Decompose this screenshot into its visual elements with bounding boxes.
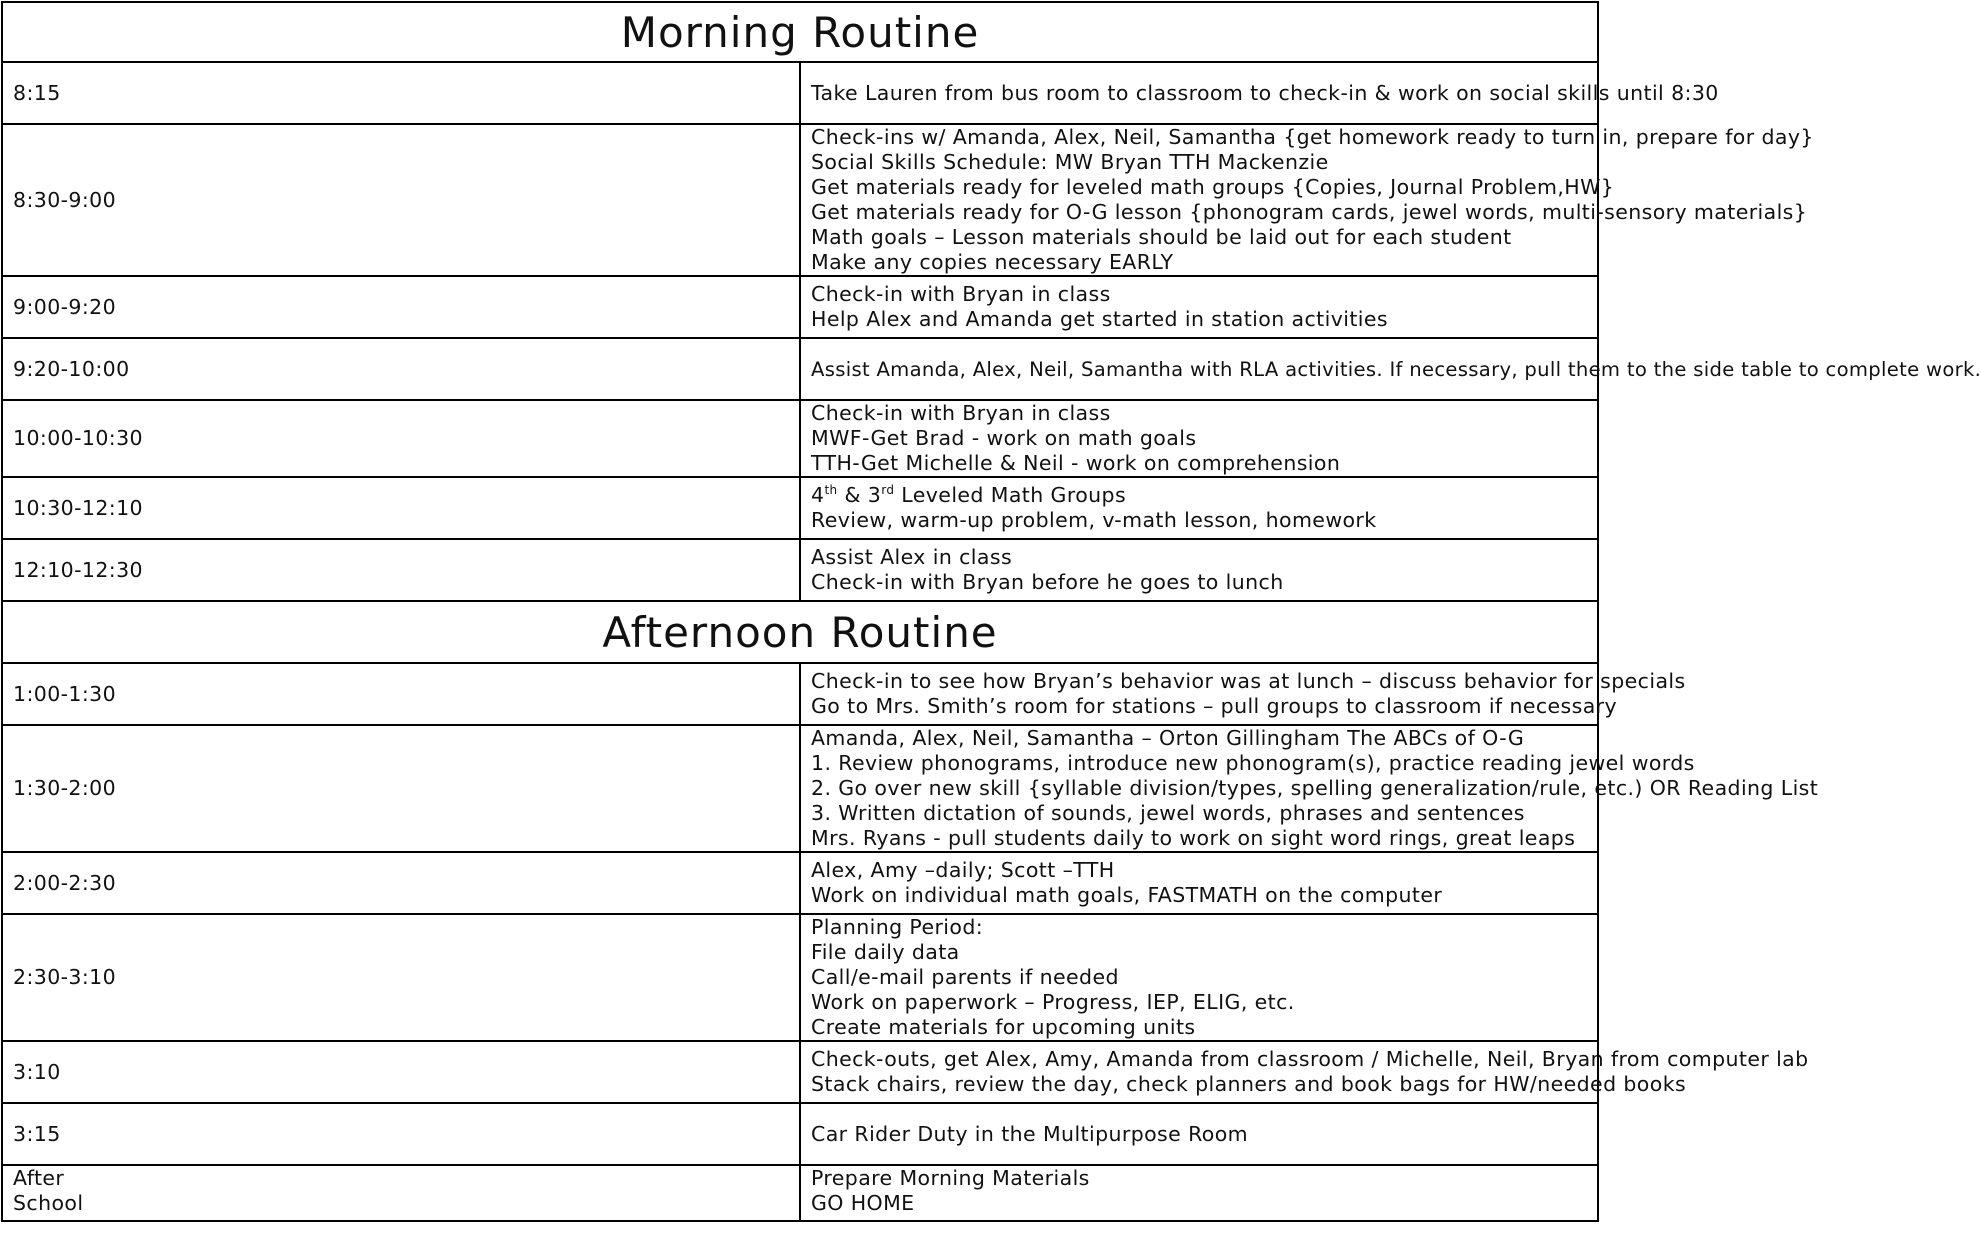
time-cell: 3:10 bbox=[2, 1041, 800, 1103]
task-line: Make any copies necessary EARLY bbox=[811, 250, 1174, 274]
afternoon-routine-title: Afternoon Routine bbox=[2, 601, 1598, 663]
time-cell: 10:30-12:10 bbox=[2, 477, 800, 539]
task-line: 1. Review phonograms, introduce new phonogram(s), practice reading jewel words bbox=[811, 751, 1695, 775]
task-cell bbox=[800, 914, 1598, 1041]
task-line: Take Lauren from bus room to classroom to check-in & work on social skills until 8:30 bbox=[811, 80, 1719, 105]
task-cell bbox=[800, 124, 1814, 276]
schedule-row bbox=[2, 338, 1598, 400]
task-line: Call/e-mail parents if needed bbox=[811, 965, 1119, 989]
task-line: MWF-Get Brad - work on math goals bbox=[811, 426, 1197, 450]
task-line: Help Alex and Amanda get started in station activities bbox=[811, 307, 1388, 331]
task-line: Car Rider Duty in the Multipurpose Room bbox=[811, 1121, 1249, 1146]
time-cell: 2:30-3:10 bbox=[2, 914, 800, 1041]
schedule-row bbox=[2, 725, 1598, 852]
schedule-row bbox=[2, 400, 1598, 477]
task-line bbox=[811, 483, 1587, 508]
task-line: Alex, Amy –daily; Scott –TTH bbox=[811, 858, 1115, 882]
time-cell: 1:30-2:00 bbox=[2, 725, 800, 852]
task-line: Check-in with Bryan before he goes to lunch bbox=[811, 570, 1284, 594]
time-cell: 1:00-1:30 bbox=[2, 663, 800, 725]
schedule-row bbox=[2, 539, 1598, 601]
task-cell bbox=[800, 1165, 1598, 1221]
task-cell bbox=[800, 539, 1598, 601]
task-line: Review, warm-up problem, v-math lesson, homework bbox=[811, 508, 1377, 532]
task-cell bbox=[800, 477, 1598, 539]
task-line: Assist Alex in class bbox=[811, 545, 1013, 569]
task-line: Prepare Morning Materials bbox=[811, 1166, 1090, 1190]
ordinal-suffix: rd bbox=[881, 483, 895, 498]
task-line: Check-in with Bryan in class bbox=[811, 401, 1111, 425]
time-cell: 9:00-9:20 bbox=[2, 276, 800, 338]
task-line: Get materials ready for leveled math groups {Copies, Journal Problem,HW} bbox=[811, 175, 1615, 199]
task-line: Work on paperwork – Progress, IEP, ELIG, etc. bbox=[811, 990, 1295, 1014]
grade-number: 4 bbox=[811, 483, 825, 507]
schedule-row bbox=[2, 276, 1598, 338]
grade-number: 3 bbox=[867, 483, 882, 507]
task-line: Go to Mrs. Smith’s room for stations – pull groups to classroom if necessary bbox=[811, 694, 1618, 718]
task-line: 3. Written dictation of sounds, jewel words, phrases and sentences bbox=[811, 801, 1525, 825]
time-cell bbox=[2, 1165, 800, 1221]
task-cell bbox=[800, 1041, 1809, 1103]
task-line: Stack chairs, review the day, check planners and book bags for HW/needed books bbox=[811, 1072, 1687, 1096]
task-cell bbox=[800, 338, 1981, 400]
section-header-row bbox=[2, 601, 1598, 663]
schedule-row bbox=[2, 62, 1598, 124]
schedule-row bbox=[2, 1165, 1598, 1221]
schedule-row bbox=[2, 477, 1598, 539]
time-cell: 12:10-12:30 bbox=[2, 539, 800, 601]
schedule-row bbox=[2, 914, 1598, 1041]
task-cell bbox=[800, 663, 1686, 725]
task-line: Create materials for upcoming units bbox=[811, 1015, 1196, 1039]
task-line: TTH-Get Michelle & Neil - work on comprehension bbox=[811, 451, 1341, 475]
time-cell: 9:20-10:00 bbox=[2, 338, 800, 400]
groups-label: Leveled Math Groups bbox=[894, 483, 1127, 507]
task-line: Amanda, Alex, Neil, Samantha – Orton Gillingham The ABCs of O-G bbox=[811, 726, 1525, 750]
task-line: Check-in to see how Bryan’s behavior was at lunch – discuss behavior for specials bbox=[811, 669, 1686, 693]
task-line: Check-in with Bryan in class bbox=[811, 282, 1111, 306]
task-line: Check-outs, get Alex, Amy, Amanda from classroom / Michelle, Neil, Bryan from computer lab bbox=[811, 1047, 1809, 1071]
schedule-row bbox=[2, 663, 1598, 725]
task-line: Assist Amanda, Alex, Neil, Samantha with RLA activities. If necessary, pull them to the side table to complete work. bbox=[811, 357, 1981, 381]
task-cell bbox=[800, 276, 1598, 338]
task-line: Math goals – Lesson materials should be laid out for each student bbox=[811, 225, 1512, 249]
separator: & bbox=[837, 483, 868, 507]
task-line: 2. Go over new skill {syllable division/types, spelling generalization/rule, etc.) OR Reading List bbox=[811, 776, 1819, 800]
task-line: Planning Period: bbox=[811, 915, 984, 939]
schedule-table bbox=[1, 1, 1981, 1222]
schedule-row bbox=[2, 124, 1598, 276]
time-cell: 8:30-9:00 bbox=[2, 124, 800, 276]
time-line: After bbox=[13, 1166, 65, 1190]
task-line: Get materials ready for O-G lesson {phonogram cards, jewel words, multi-sensory materials} bbox=[811, 200, 1808, 224]
schedule-row bbox=[2, 1103, 1598, 1165]
morning-routine-title: Morning Routine bbox=[2, 2, 1598, 62]
task-line: Mrs. Ryans - pull students daily to work on sight word rings, great leaps bbox=[811, 826, 1576, 850]
time-line: School bbox=[13, 1191, 84, 1215]
task-line: Social Skills Schedule: MW Bryan TTH Mackenzie bbox=[811, 150, 1329, 174]
task-cell bbox=[800, 400, 1598, 477]
task-line: Work on individual math goals, FASTMATH on the computer bbox=[811, 883, 1443, 907]
schedule-row bbox=[2, 852, 1598, 914]
time-cell: 8:15 bbox=[2, 62, 800, 124]
task-cell bbox=[800, 725, 1819, 852]
ordinal-suffix: th bbox=[824, 483, 838, 498]
section-header-row bbox=[2, 2, 1598, 62]
task-cell bbox=[800, 62, 1719, 124]
task-line: File daily data bbox=[811, 940, 960, 964]
task-cell bbox=[800, 852, 1598, 914]
time-cell: 10:00-10:30 bbox=[2, 400, 800, 477]
task-line: Check-ins w/ Amanda, Alex, Neil, Samantha {get homework ready to turn in, prepare for day} bbox=[811, 125, 1814, 149]
time-cell: 3:15 bbox=[2, 1103, 800, 1165]
task-cell bbox=[800, 1103, 1598, 1165]
schedule-row bbox=[2, 1041, 1598, 1103]
task-line: GO HOME bbox=[811, 1191, 915, 1215]
time-cell: 2:00-2:30 bbox=[2, 852, 800, 914]
